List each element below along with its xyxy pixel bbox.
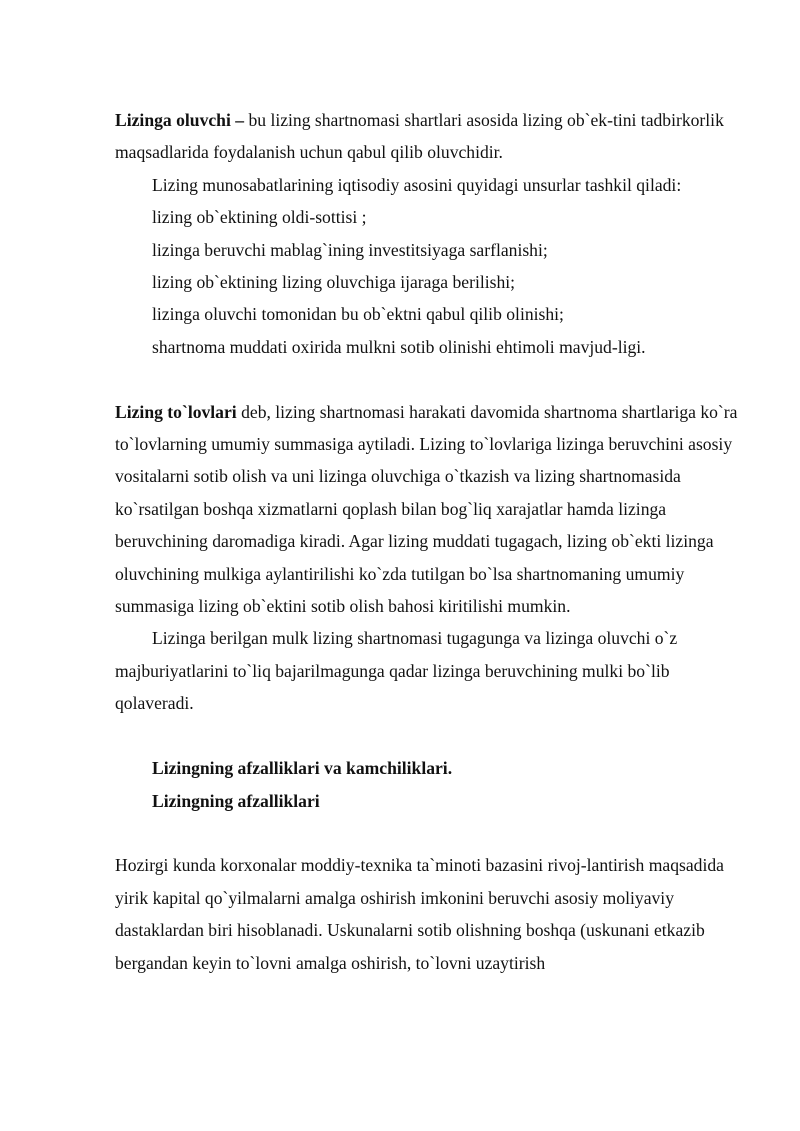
lease-payments-term: Lizing to`lovlari [115,401,237,422]
economic-basis-intro: Lizing munosabatlarining iqtisodiy asosini quyidagi unsurlar tashkil qiladi: [152,174,682,195]
lessee-term: Lizinga oluvchi – [115,110,245,130]
lessee-definition: bu lizing shartnomasi shartlari asosida lizing ob`ek-tini tadbirkorlik maqsadlarida foydalanish uchun qabul qilib oluvchidir. [115,110,724,163]
economic-basis-item: lizing ob`ektining oldi-sottisi ; [152,207,367,228]
document-body [115,104,750,979]
section-heading: Lizingning afzalliklari va kamchiliklari. [152,758,453,779]
paragraph-spacer [115,817,750,849]
lease-payments-definition: deb, lizing shartnomasi harakati davomida shartnoma shartlariga ko`ra to`lovlarning umumiy summasiga aytiladi. Lizing to`lovlariga lizinga beruvchini asosiy vositalarni sotib olish va uni lizinga oluvchiga o`tkazish va lizing shartnomasida ko`rsatilgan boshqa xizmatlarni qoplash bilan bog`liq xarajatlar hamda lizinga beruvchining daromadiga kiradi. Agar lizing muddati tugagach, lizing ob`ekti lizinga oluvchining mulkiga aylantirilishi ko`zda tutilgan bo`lsa shartnomaning umumiy summasiga lizing ob`ektini sotib olish bahosi kiritilishi mumkin. [115,401,738,617]
paragraph-spacer [115,363,750,395]
leased-property-paragraph: Lizinga berilgan mulk lizing shartnomasi tugagunga va lizinga oluvchi o`z majburiyatlarini to`liq bajarilmagunga qadar lizinga beruvchining mulki bo`lib qolaveradi. [115,628,678,714]
economic-basis-item: shartnoma muddati oxirida mulkni sotib olinishi ehtimoli mavjud-ligi. [152,336,646,357]
lease-payments-paragraph [115,396,750,623]
subsection-heading: Lizingning afzalliklari [152,790,320,811]
advantages-paragraph: Hozirgi kunda korxonalar moddiy-texnika ta`minoti bazasini rivoj-lantirish maqsadida yirik kapital qo`yilmalarni amalga oshirish imkonini beruvchi asosiy moliyaviy dastaklardan biri hisoblanadi. Uskunalarni sotib olishning boshqa (uskunani etkazib bergandan keyin to`lovni amalga oshirish, to`lovni uzaytirish [115,855,724,973]
economic-basis-item: lizinga beruvchi mablag`ining investitsiyaga sarflanishi; [152,239,548,260]
paragraph-spacer [115,720,750,752]
lessee-definition-paragraph [115,104,750,169]
economic-basis-item: lizinga oluvchi tomonidan bu ob`ektni qabul qilib olinishi; [152,304,564,325]
economic-basis-item: lizing ob`ektining lizing oluvchiga ijaraga berilishi; [152,272,516,293]
